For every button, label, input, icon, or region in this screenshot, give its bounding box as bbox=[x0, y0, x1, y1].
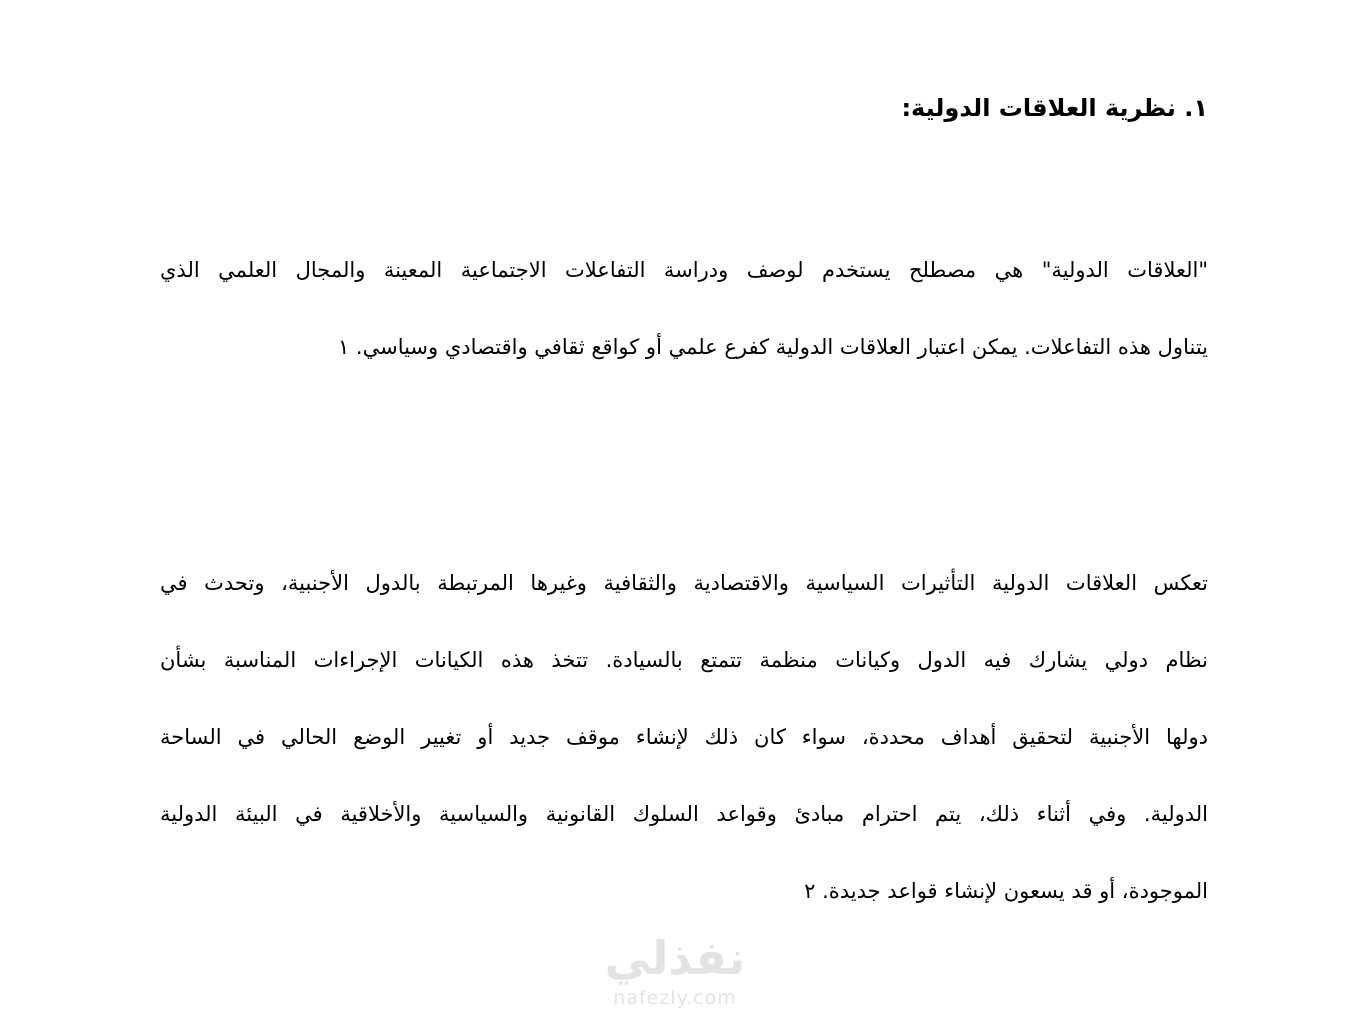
paragraph-description bbox=[160, 563, 1208, 948]
paragraph-line: يتناول هذه التفاعلات. يمكن اعتبار العلاقات الدولية كفرع علمي أو كواقع ثقافي واقتصادي وسياسي. ١ bbox=[337, 335, 1208, 359]
paragraph-line: الدولية. وفي أثناء ذلك، يتم احترام مبادئ وقواعد السلوك القانونية والسياسية والأخلاقية في البيئة الدولية bbox=[160, 802, 1208, 826]
watermark-latin-text: nafezly.com bbox=[613, 987, 737, 1009]
paragraph-definition bbox=[160, 250, 1208, 404]
section-heading: ١. نظرية العلاقات الدولية: bbox=[901, 94, 1208, 122]
paragraph-line: دولها الأجنبية لتحقيق أهداف محددة، سواء كان ذلك لإنشاء موقف جديد أو تغيير الوضع الحالي في الساحة bbox=[160, 725, 1208, 749]
watermark-arabic-text: نفذلي bbox=[604, 931, 746, 985]
paragraph-line: "العلاقات الدولية" هي مصطلح يستخدم لوصف ودراسة التفاعلات الاجتماعية المعينة والمجال العلمي الذي bbox=[160, 258, 1208, 282]
paragraph-line: نظام دولي يشارك فيه الدول وكيانات منظمة تتمتع بالسيادة. تتخذ هذه الكيانات الإجراءات المناسبة بشأن bbox=[160, 648, 1208, 672]
paragraph-line: تعكس العلاقات الدولية التأثيرات السياسية والاقتصادية والثقافية وغيرها المرتبطة بالدول الأجنبية، وتحدث في bbox=[160, 571, 1208, 595]
nafezly-watermark bbox=[560, 930, 790, 1010]
paragraph-line: الموجودة، أو قد يسعون لإنشاء قواعد جديدة. ٢ bbox=[804, 879, 1208, 903]
